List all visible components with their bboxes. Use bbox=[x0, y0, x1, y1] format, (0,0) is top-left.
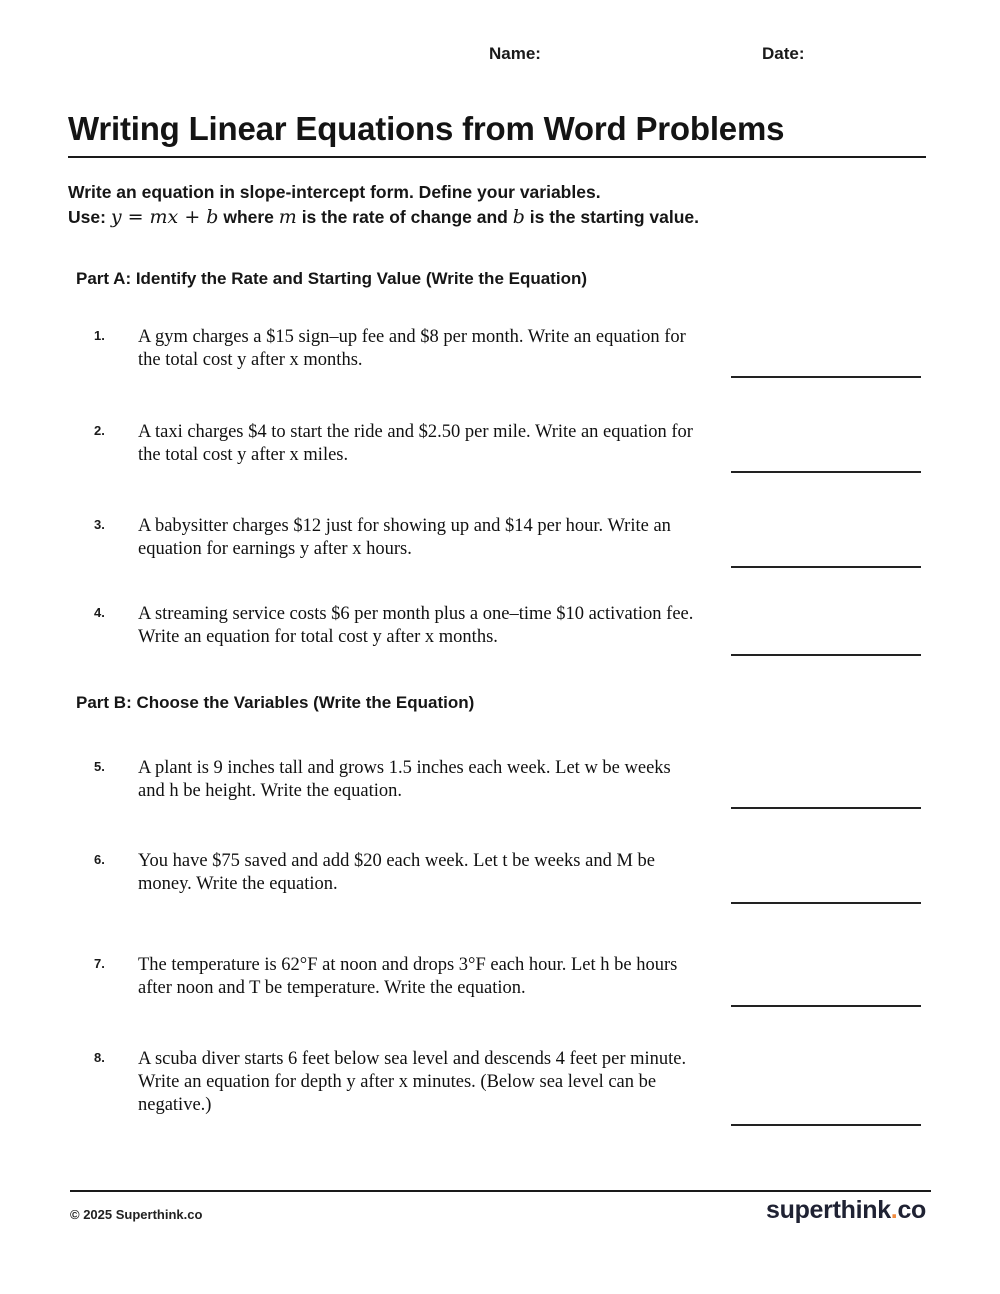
question-number: 5. bbox=[94, 759, 105, 774]
date-label: Date: bbox=[762, 44, 805, 63]
instruction-line-1: Write an equation in slope-intercept form. Define your variables. bbox=[68, 182, 601, 202]
question-text: A babysitter charges $12 just for showing up and $14 per hour. Write an equation for earnings y after x hours. bbox=[138, 516, 671, 559]
answer-line[interactable] bbox=[731, 566, 921, 568]
superthink-logo[interactable] bbox=[766, 1196, 926, 1225]
instruction-where: where bbox=[223, 207, 274, 227]
variable-m: m bbox=[278, 206, 297, 228]
name-label: Name: bbox=[489, 44, 541, 63]
answer-line[interactable] bbox=[731, 1124, 921, 1126]
answer-line[interactable] bbox=[731, 902, 921, 904]
answer-line[interactable] bbox=[731, 471, 921, 473]
question-text: A gym charges a $15 sign–up fee and $8 per month. Write an equation for the total cost y after x months. bbox=[138, 327, 686, 370]
question-text: A plant is 9 inches tall and grows 1.5 inches each week. Let w be weeks and h be height. Write the equation. bbox=[138, 758, 671, 801]
instruction-line-2 bbox=[68, 206, 699, 228]
logo-main: superthink bbox=[766, 1196, 891, 1224]
question-text: The temperature is 62°F at noon and drops 3°F each hour. Let h be hours after noon and T be temperature. Write the equation. bbox=[138, 955, 678, 998]
answer-line[interactable] bbox=[731, 654, 921, 656]
copyright-text: © 2025 Superthink.co bbox=[70, 1207, 203, 1222]
question-number: 2. bbox=[94, 423, 105, 438]
instruction-rate-text: is the rate of change and bbox=[301, 207, 508, 227]
logo-tld: co bbox=[897, 1196, 927, 1224]
title-divider bbox=[68, 156, 926, 158]
question-text: A streaming service costs $6 per month plus a one–time $10 activation fee. Write an equation for total cost y after x months. bbox=[138, 604, 694, 647]
part-b-heading: Part B: Choose the Variables (Write the Equation) bbox=[76, 693, 475, 712]
instruction-start-text: is the starting value. bbox=[529, 207, 699, 227]
question-text: A taxi charges $4 to start the ride and $2.50 per mile. Write an equation for the total cost y after x miles. bbox=[138, 422, 693, 465]
question-number: 3. bbox=[94, 517, 105, 532]
use-label: Use: bbox=[68, 207, 106, 227]
question-text: A scuba diver starts 6 feet below sea level and descends 4 feet per minute. Write an equation for depth y after x minutes. (Below sea level can be negative.) bbox=[138, 1049, 687, 1115]
question-number: 1. bbox=[94, 328, 105, 343]
slope-intercept-formula: y = mx + b bbox=[110, 206, 219, 228]
variable-b: b bbox=[512, 206, 525, 228]
answer-line[interactable] bbox=[731, 807, 921, 809]
footer-divider bbox=[70, 1190, 931, 1192]
question-number: 6. bbox=[94, 852, 105, 867]
page-title: Writing Linear Equations from Word Problems bbox=[68, 110, 785, 147]
question-number: 4. bbox=[94, 605, 105, 620]
part-a-heading: Part A: Identify the Rate and Starting Value (Write the Equation) bbox=[76, 269, 587, 288]
question-number: 7. bbox=[94, 956, 105, 971]
answer-line[interactable] bbox=[731, 1005, 921, 1007]
question-text: You have $75 saved and add $20 each week. Let t be weeks and M be money. Write the equation. bbox=[138, 851, 655, 894]
logo-dot: . bbox=[890, 1196, 898, 1224]
answer-line[interactable] bbox=[731, 376, 921, 378]
question-number: 8. bbox=[94, 1050, 105, 1065]
